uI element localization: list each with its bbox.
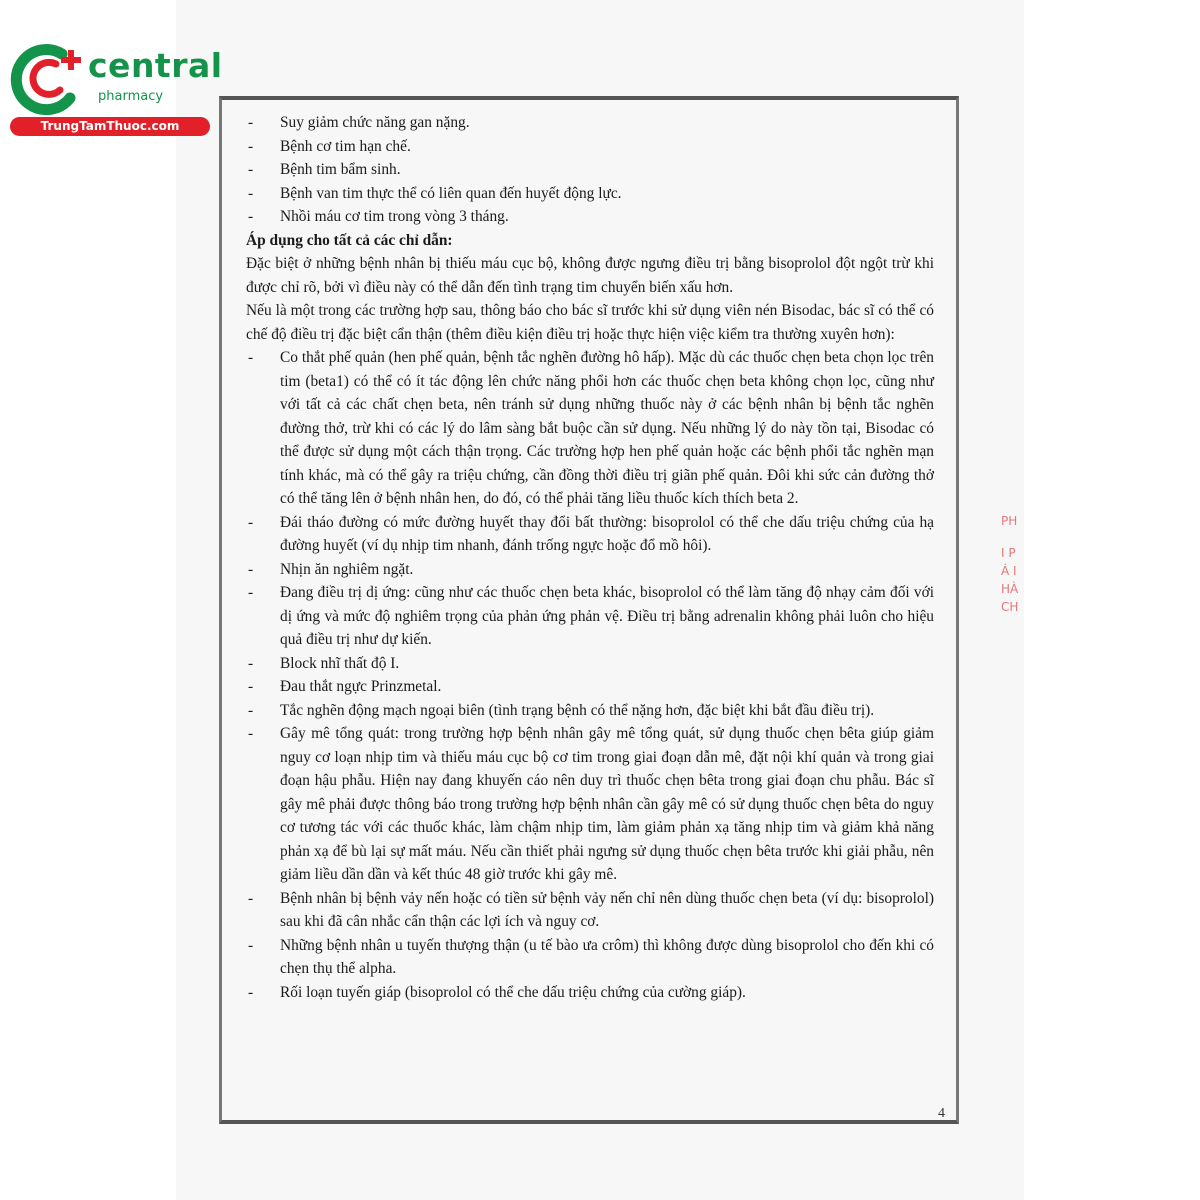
- brand-subtitle: pharmacy: [98, 89, 164, 104]
- stamp-line: PH: [1001, 514, 1018, 528]
- list-item: - Rối loạn tuyến giáp (bisoprolol có thể che dấu triệu chứng của cường giáp).: [246, 981, 934, 1005]
- list-item: - Nhồi máu cơ tim trong vòng 3 tháng.: [246, 205, 934, 229]
- list-item: - Co thắt phế quản (hen phế quản, bệnh tắc nghẽn đường hô hấp). Mặc dù các thuốc chẹn beta chọn lọc trên tim (beta1) có thể có ít tác động lên chức năng phổi hơn các thuốc chẹn beta không chọn lọc, cũng như với tất cả các chất chẹn beta, nên tránh sử dụng những thuốc này ở các bệnh nhân bị bệnh tắc nghẽn đường thở, trừ khi có các lý do lâm sàng bắt buộc cần sử dụng. Nếu những lý do này tồn tại, Bisodac có thể được sử dụng một cách thận trọng. Các trường hợp hen phế quản hoặc các bệnh phổi tắc nghẽn mạn tính khác, mà có thể gây ra triệu chứng, cần đồng thời điều trị giãn phế quản. Đôi khi sức cản đường thở có thể tăng lên ở bệnh nhân hen, do đó, có thể phải tăng liều thuốc kích thích beta 2.: [246, 346, 934, 511]
- section-heading: Áp dụng cho tất cả các chỉ dẫn:: [246, 231, 453, 249]
- list-item: - Bệnh van tim thực thể có liên quan đến huyết động lực.: [246, 182, 934, 206]
- central-pharmacy-logo[interactable]: [10, 38, 223, 136]
- list-item: - Những bệnh nhân u tuyến thượng thận (u tế bào ưa crôm) thì không được dùng bisoprolol cho đến khi có chẹn thụ thể alpha.: [246, 934, 934, 981]
- brand-name: central: [88, 46, 223, 85]
- stamp-line: Á I: [1001, 564, 1017, 578]
- pharmacy-cross-icon: [10, 38, 90, 116]
- site-url-badge[interactable]: TrungTamThuoc.com: [10, 117, 210, 136]
- stamp-line: CH: [1001, 600, 1019, 614]
- list-item: - Bệnh nhân bị bệnh vảy nến hoặc có tiền sử bệnh vảy nến chỉ nên dùng thuốc chẹn beta (ví dụ: bisoprolol) sau khi đã cân nhắc cẩn thận các lợi ích và nguy cơ.: [246, 887, 934, 934]
- list-item: - Block nhĩ thất độ I.: [246, 652, 934, 676]
- list-item: - Bệnh tim bẩm sinh.: [246, 158, 934, 182]
- list-item: - Suy giảm chức năng gan nặng.: [246, 111, 934, 135]
- page-number: 4: [938, 1106, 945, 1121]
- list-item: - Đái tháo đường có mức đường huyết thay đổi bất thường: bisoprolol có thể che dấu triệu chứng của hạ đường huyết (ví dụ nhịp tim nhanh, đánh trống ngực hoặc đổ mồ hôi).: [246, 511, 934, 558]
- stamp-line: HÀ: [1001, 582, 1019, 596]
- list-item: - Đau thắt ngực Prinzmetal.: [246, 675, 934, 699]
- list-item: - Nhịn ăn nghiêm ngặt.: [246, 558, 934, 582]
- paragraph: Nếu là một trong các trường hợp sau, thông báo cho bác sĩ trước khi sử dụng viên nén Bisodac, bác sĩ có thể có chế độ điều trị đặc biệt cẩn thận (thêm điều kiện điều trị hoặc thực hiện việc kiểm tra thường xuyên hơn):: [246, 302, 934, 343]
- list-item: - Gây mê tổng quát: trong trường hợp bệnh nhân gây mê tổng quát, sử dụng thuốc chẹn bêta giúp giảm nguy cơ loạn nhịp tim và thiếu máu cục bộ cơ tim trong giai đoạn dẫn mê, đặt nội khí quản và trong giai đoạn hậu phẫu. Hiện nay đang khuyến cáo nên duy trì thuốc chẹn bêta trong giai đoạn chu phẫu. Bác sĩ gây mê phải được thông báo trong trường hợp bệnh nhân cần gây mê có sử dụng thuốc chẹn bêta do nguy cơ tương tác với các thuốc khác, làm chậm nhịp tim, làm giảm phản xạ tăng nhịp tim và giảm khả năng phản xạ để bù lại sự mất máu. Nếu cần thiết phải ngưng sử dụng thuốc chẹn bêta trước khi giải phẫu, nên giảm liều dần dần và kết thúc 48 giờ trước khi gây mê.: [246, 722, 934, 887]
- list-item: - Bệnh cơ tim hạn chế.: [246, 135, 934, 159]
- list-item: - Đang điều trị dị ứng: cũng như các thuốc chẹn beta khác, bisoprolol có thể làm tăng độ nhạy cảm đối với dị ứng và mức độ nghiêm trọng của phản ứng phản vệ. Điều trị bằng adrenalin không phải luôn cho hiệu quả điều trị như dự kiến.: [246, 581, 934, 652]
- document-content: [246, 111, 934, 1004]
- red-stamp-fragment: [1001, 512, 1031, 662]
- paragraph: Đặc biệt ở những bệnh nhân bị thiếu máu cục bộ, không được ngưng điều trị bằng bisoprolol đột ngột trừ khi được chỉ rõ, bởi vì điều này có thể dẫn đến tình trạng tim chuyển biến xấu hơn.: [246, 255, 934, 296]
- stamp-line: I P: [1001, 546, 1016, 560]
- list-item: - Tắc nghẽn động mạch ngoại biên (tình trạng bệnh có thể nặng hơn, đặc biệt khi bắt đầu điều trị).: [246, 699, 934, 723]
